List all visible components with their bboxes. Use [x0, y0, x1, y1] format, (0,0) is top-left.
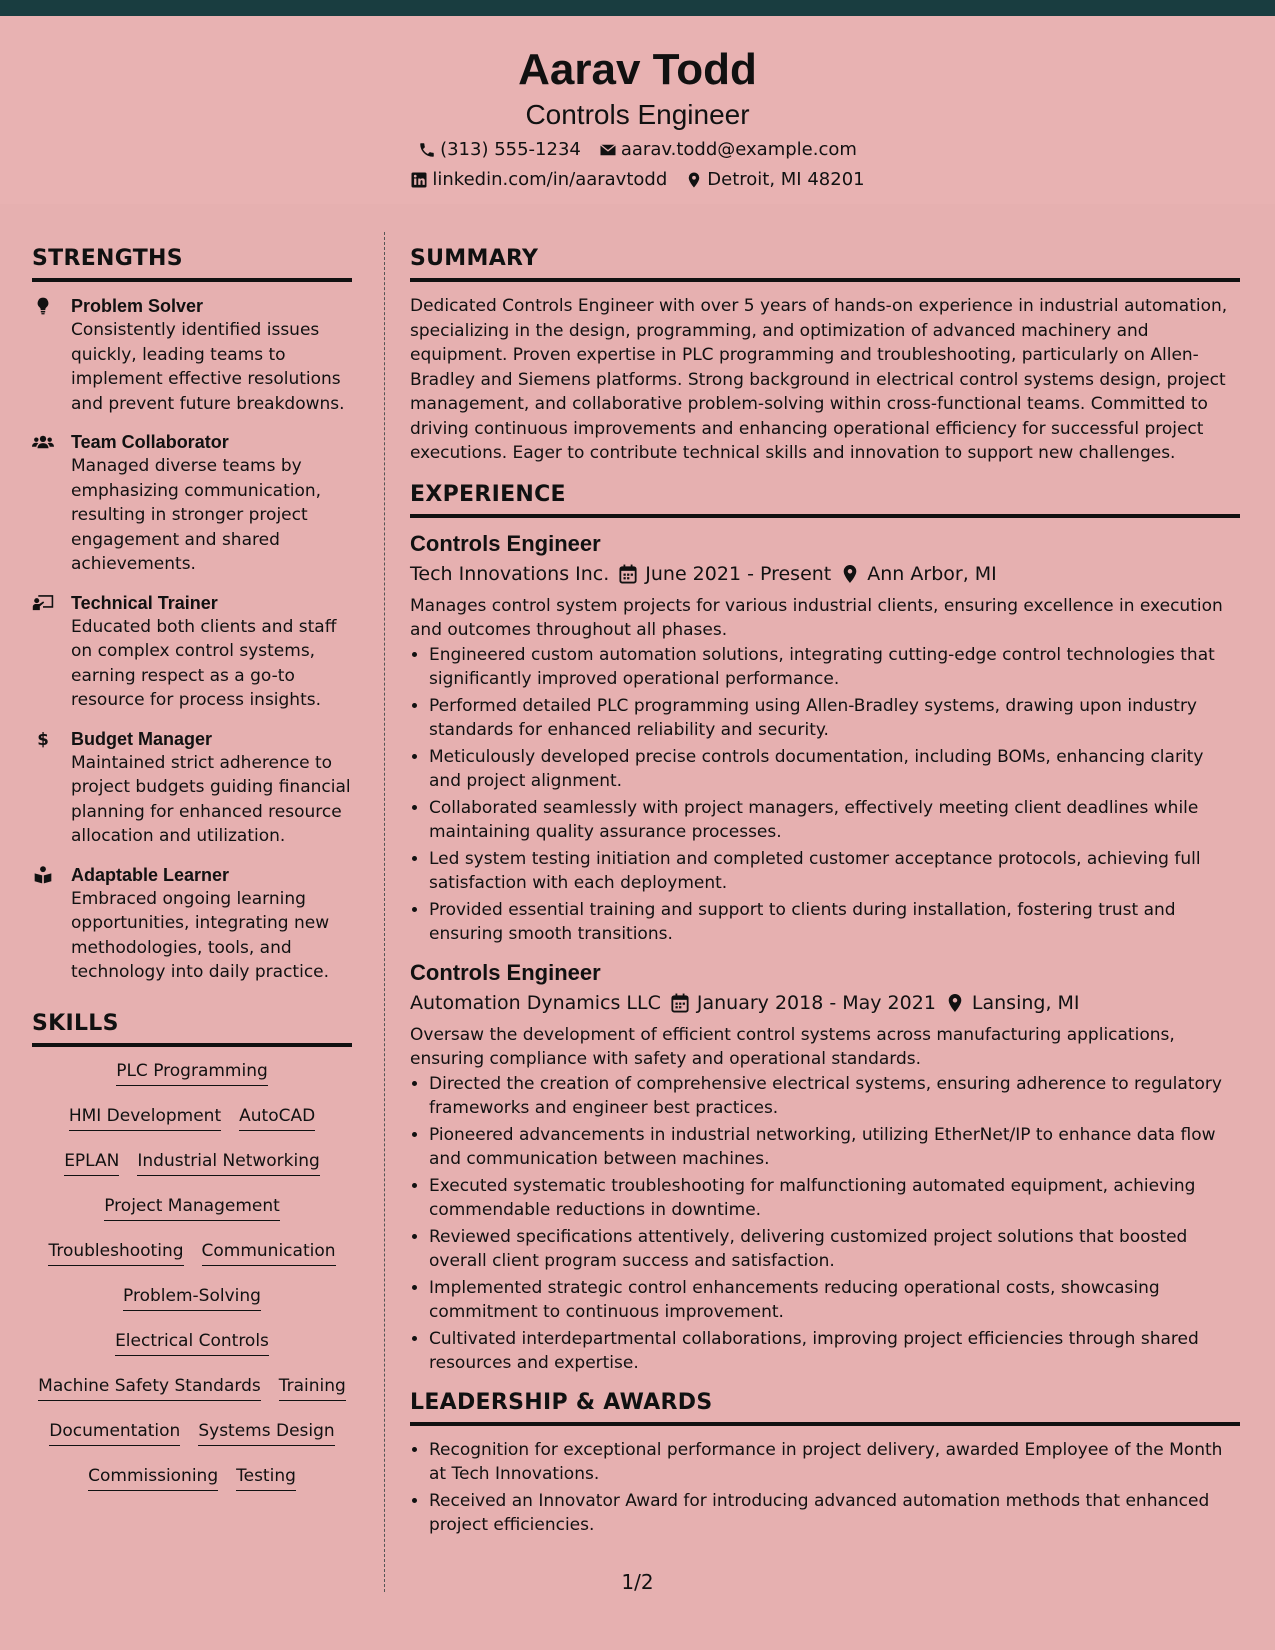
skills-heading: SKILLS — [32, 1009, 352, 1047]
skill-tag: EPLAN — [64, 1149, 119, 1176]
location-text: Detroit, MI 48201 — [707, 169, 865, 190]
dollar-icon — [32, 729, 54, 749]
job-bullet: • Directed the creation of comprehensive electrical systems, ensuring adherence to regulatory frameworks and engineer best practices. — [429, 1072, 1240, 1121]
job-location: Ann Arbor, MI — [867, 562, 997, 585]
map-pin-icon — [685, 171, 703, 189]
skill-tag: Documentation — [49, 1419, 180, 1446]
skill-tag: Troubleshooting — [48, 1239, 183, 1266]
skill-tag: PLC Programming — [116, 1059, 268, 1086]
calendar-icon — [619, 564, 637, 584]
chalkboard-teacher-icon — [32, 593, 54, 613]
left-column — [32, 244, 352, 1509]
skill-tag: Project Management — [104, 1194, 280, 1221]
skill-tag: HMI Development — [69, 1104, 221, 1131]
contact-email[interactable] — [599, 138, 857, 162]
right-column — [410, 244, 1240, 1550]
leadership-heading: LEADERSHIP & AWARDS — [410, 1388, 1240, 1426]
leadership-bullets — [410, 1438, 1240, 1538]
skill-tag: AutoCAD — [239, 1104, 315, 1131]
job-description: Manages control system projects for various industrial clients, ensuring excellence in execution and outcomes throughout all phases. — [410, 595, 1223, 640]
skill-row — [32, 1149, 352, 1194]
page-indicator: 1/2 — [621, 1570, 654, 1594]
strength-item — [32, 863, 352, 985]
job-dates: June 2021 - Present — [645, 562, 832, 585]
strengths-heading: STRENGTHS — [32, 244, 352, 282]
job-bullets — [410, 643, 1240, 947]
map-pin-icon — [946, 993, 964, 1013]
job-bullet: • Pioneered advancements in industrial networking, utilizing EtherNet/IP to enhance data flow and communication between machines. — [429, 1123, 1240, 1172]
skill-row — [32, 1374, 352, 1419]
job-bullet: • Performed detailed PLC programming using Allen-Bradley systems, drawing upon industry standards for enhanced reliability and security. — [429, 694, 1240, 743]
strength-title: Problem Solver — [71, 296, 204, 316]
linkedin-text: linkedin.com/in/aaravtodd — [432, 169, 668, 190]
contact-linkedin[interactable] — [410, 168, 667, 192]
leadership-bullet: • Recognition for exceptional performance in project delivery, awarded Employee of the Month at Tech Innovations. — [429, 1438, 1240, 1487]
leadership-bullet: • Received an Innovator Award for introducing advanced automation methods that enhanced project efficiencies. — [429, 1489, 1240, 1538]
job-title: Controls Engineer — [410, 530, 601, 556]
job-location-group — [946, 989, 1080, 1017]
skill-tag: Industrial Networking — [137, 1149, 319, 1176]
experience-heading: EXPERIENCE — [410, 480, 1240, 518]
job-bullet: • Provided essential training and support to clients during installation, fostering trust and ensuring smooth transitions. — [429, 898, 1240, 947]
job-bullet: • Meticulously developed precise controls documentation, including BOMs, enhancing clarity and project alignment. — [429, 745, 1240, 794]
job-entry — [410, 959, 1240, 1376]
job-company: Automation Dynamics LLC — [410, 991, 661, 1014]
skill-tag: Training — [279, 1374, 346, 1401]
skill-row — [32, 1059, 352, 1104]
top-accent-bar — [0, 0, 1275, 16]
map-pin-icon — [841, 564, 859, 584]
strength-item — [32, 294, 352, 416]
job-bullet: • Led system testing initiation and completed customer acceptance protocols, achieving full satisfaction with each deployment. — [429, 847, 1240, 896]
column-divider — [384, 232, 385, 1592]
strength-item — [32, 727, 352, 849]
strength-desc: Maintained strict adherence to project budgets guiding financial planning for enhanced resource allocation and utilization. — [71, 752, 351, 846]
strength-item — [32, 591, 352, 713]
email-text: aarav.todd@example.com — [620, 139, 857, 160]
phone-icon — [418, 141, 436, 159]
resume-header — [0, 16, 1275, 204]
job-bullet: • Collaborated seamlessly with project managers, effectively meeting client deadlines while maintaining quality assurance processes. — [429, 796, 1240, 845]
job-description: Oversaw the development of efficient control systems across manufacturing applications, ensuring compliance with safety and operational standards. — [410, 1024, 1175, 1069]
summary-text: Dedicated Controls Engineer with over 5 years of hands-on experience in industrial automation, specializing in the design, programming, and optimization of advanced machinery and equipment. Proven expertise in PLC programming and troubleshooting, particularly on Allen-Bradley and Siemens platforms. Strong background in electrical control systems design, project management, and collaborative problem-solving within cross-functional teams. Committed to driving continuous improvements and enhancing operational efficiency for successful project executions. Eager to contribute technical skills and innovation to support new challenges. — [410, 296, 1228, 463]
strength-desc: Embraced ongoing learning opportunities, integrating new methodologies, tools, and technology into daily practice. — [71, 888, 330, 982]
job-bullet: • Reviewed specifications attentively, delivering customized project solutions that boosted overall client program success and satisfaction. — [429, 1225, 1240, 1274]
skill-tag: Electrical Controls — [115, 1329, 269, 1356]
skill-tag: Testing — [236, 1464, 296, 1491]
skill-tag: Systems Design — [198, 1419, 334, 1446]
skill-tag: Machine Safety Standards — [38, 1374, 261, 1401]
lightbulb-icon — [32, 296, 54, 316]
calendar-icon — [671, 993, 689, 1013]
strength-item — [32, 430, 352, 577]
job-location-group — [841, 560, 997, 588]
contact-location — [685, 168, 864, 192]
skill-row — [32, 1284, 352, 1329]
contact-phone[interactable] — [418, 138, 581, 162]
job-bullet: • Implemented strategic control enhancements reducing operational costs, showcasing commitment to continuous improvement. — [429, 1276, 1240, 1325]
linkedin-icon — [410, 171, 428, 189]
job-bullet: • Engineered custom automation solutions, integrating cutting-edge control technologies that significantly improved operational performance. — [429, 643, 1240, 692]
job-bullet: • Cultivated interdepartmental collaborations, improving project efficiencies through shared resources and expertise. — [429, 1327, 1240, 1376]
job-entry — [410, 530, 1240, 947]
contact-row-1 — [0, 138, 1275, 162]
job-location: Lansing, MI — [971, 991, 1080, 1014]
job-dates-group — [671, 989, 936, 1017]
skills-list — [32, 1059, 352, 1509]
envelope-icon — [599, 141, 617, 159]
contact-row-2 — [0, 168, 1275, 192]
skill-row — [32, 1194, 352, 1239]
job-bullets — [410, 1072, 1240, 1376]
strength-title: Budget Manager — [71, 728, 213, 749]
candidate-title: Controls Engineer — [525, 99, 750, 130]
job-dates-group — [619, 560, 831, 588]
job-meta — [410, 560, 1240, 588]
strength-desc: Consistently identified issues quickly, leading teams to implement effective resolutions and prevent future breakdowns. — [71, 320, 345, 414]
skill-row — [32, 1239, 352, 1284]
skill-tag: Problem-Solving — [123, 1284, 261, 1311]
strength-desc: Managed diverse teams by emphasizing communication, resulting in stronger project engagement and shared achievements. — [71, 456, 322, 574]
job-company: Tech Innovations Inc. — [410, 562, 610, 585]
skill-row — [32, 1464, 352, 1509]
strength-desc: Educated both clients and staff on complex control systems, earning respect as a go-to resource for process insights. — [71, 616, 337, 710]
job-bullet: • Executed systematic troubleshooting for malfunctioning automated equipment, achieving commendable reductions in downtime. — [429, 1174, 1240, 1223]
book-reader-icon — [32, 865, 54, 885]
job-dates: January 2018 - May 2021 — [696, 991, 936, 1014]
strength-title: Technical Trainer — [71, 592, 218, 613]
job-meta — [410, 989, 1240, 1017]
svg-text:$: $ — [37, 729, 49, 749]
job-title: Controls Engineer — [410, 959, 601, 985]
skill-row — [32, 1104, 352, 1149]
summary-heading: SUMMARY — [410, 244, 1240, 282]
strength-title: Adaptable Learner — [71, 864, 230, 885]
users-icon — [32, 432, 54, 452]
skill-tag: Commissioning — [88, 1464, 218, 1491]
skill-row — [32, 1329, 352, 1374]
strength-title: Team Collaborator — [71, 432, 229, 452]
skill-row — [32, 1419, 352, 1464]
candidate-name: Aarav Todd — [518, 45, 757, 94]
phone-text: (313) 555-1234 — [440, 139, 581, 160]
skill-tag: Communication — [202, 1239, 336, 1266]
